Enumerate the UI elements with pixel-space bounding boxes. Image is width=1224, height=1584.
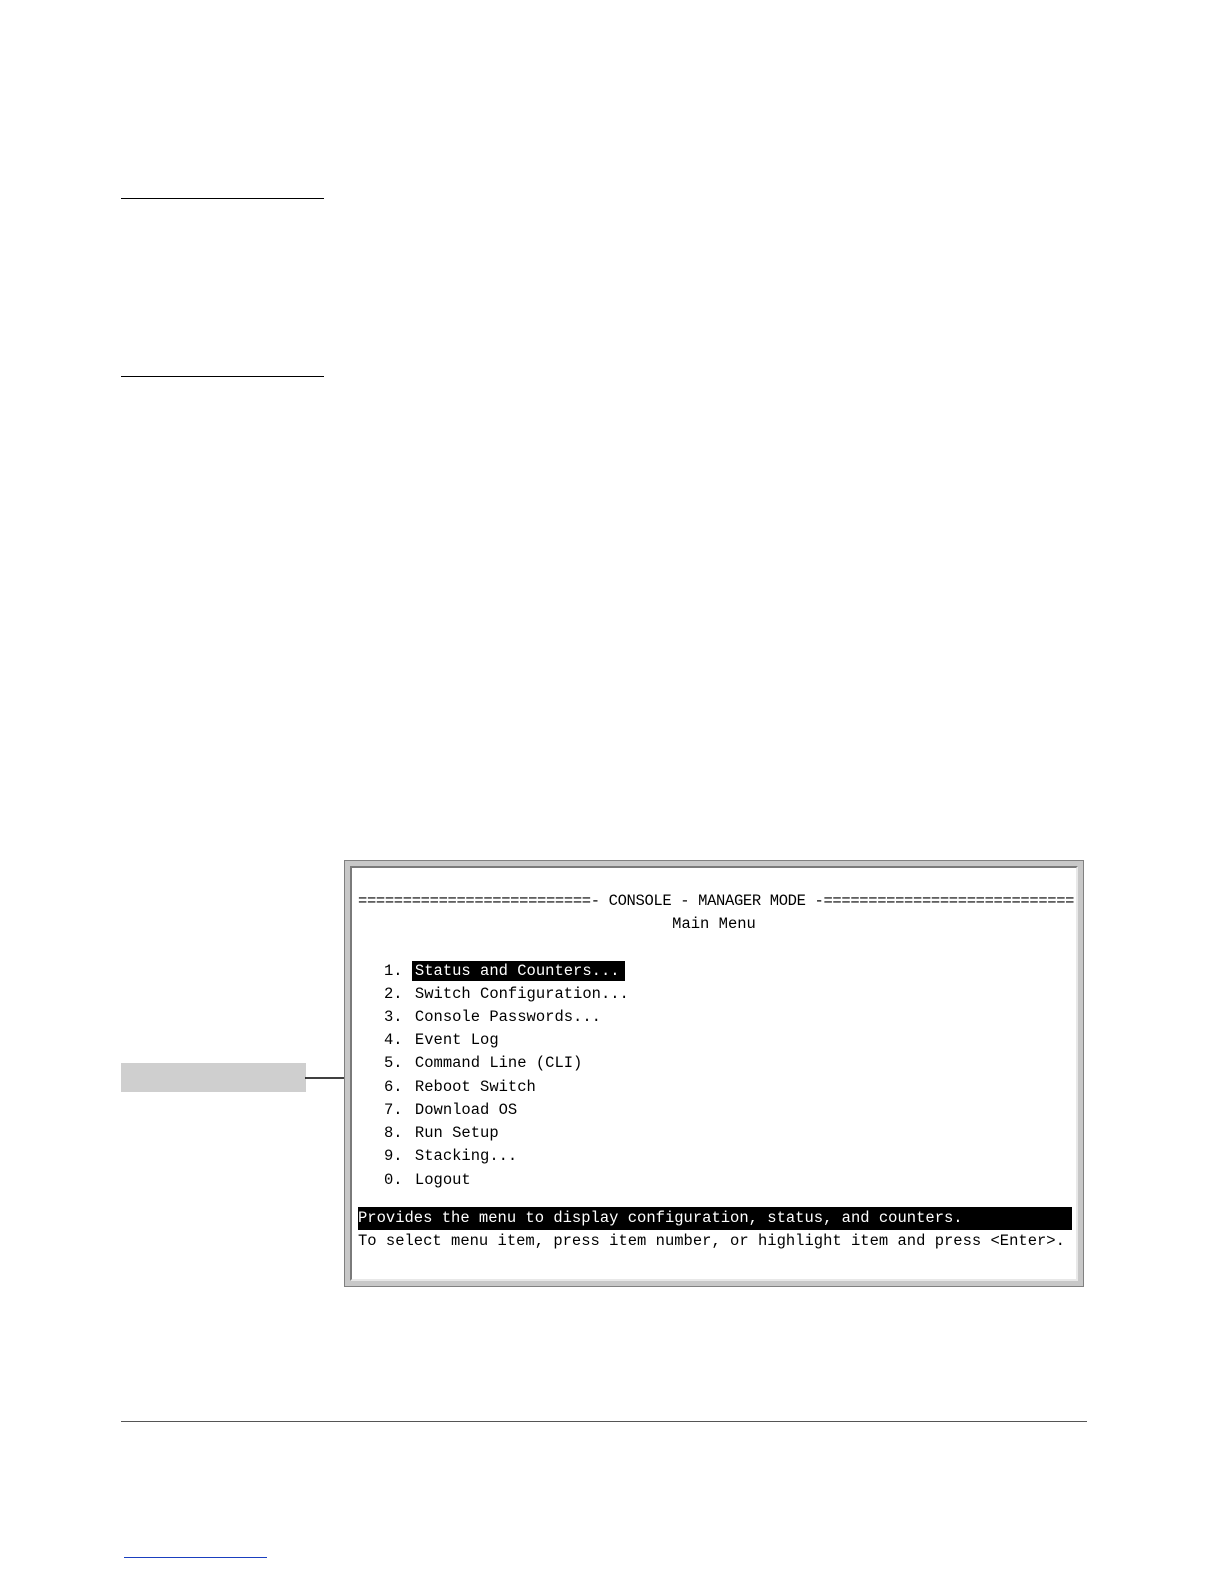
menu-item[interactable] <box>384 1053 587 1074</box>
menu-item-number: 4. <box>384 1031 403 1049</box>
menu-item-number: 9. <box>384 1147 403 1165</box>
menu-item[interactable] <box>384 1030 504 1051</box>
menu-item-number: 2. <box>384 985 403 1003</box>
footer-rule <box>121 1421 1087 1422</box>
console-screen <box>350 866 1078 1281</box>
menu-item-number: 6. <box>384 1078 403 1096</box>
console-window <box>344 860 1084 1287</box>
menu-item-label: Event Log <box>414 1031 499 1049</box>
menu-item[interactable] <box>384 1007 606 1028</box>
menu-title: Main Menu <box>672 915 756 933</box>
menu-item-label: Run Setup <box>414 1124 499 1142</box>
menu-item[interactable] <box>384 984 634 1005</box>
menu-item-number: 3. <box>384 1008 403 1026</box>
section-rule-middle <box>121 376 324 377</box>
hint-text: To select menu item, press item number, or highlight item and press <Enter>. <box>358 1232 1065 1250</box>
menu-item-number: 5. <box>384 1054 403 1072</box>
menu-item[interactable] <box>384 1170 476 1191</box>
menu-item[interactable] <box>384 961 625 982</box>
console-header: ==========================- CONSOLE - MANAGER MODE -============================ <box>358 892 1075 910</box>
callout-label-box <box>121 1063 306 1092</box>
menu-item-label: Status and Counters... <box>412 961 625 981</box>
footer-link-underline <box>124 1557 267 1558</box>
menu-item-label: Logout <box>414 1171 471 1189</box>
menu-item-label: Reboot Switch <box>414 1078 536 1096</box>
menu-item[interactable] <box>384 1100 522 1121</box>
menu-item[interactable] <box>384 1077 541 1098</box>
menu-item-number: 0. <box>384 1171 403 1189</box>
menu-item-label: Stacking... <box>414 1147 518 1165</box>
menu-item-number: 7. <box>384 1101 403 1119</box>
menu-item-number: 1. <box>384 962 403 980</box>
menu-item-label: Command Line (CLI) <box>414 1054 583 1072</box>
menu-item[interactable] <box>384 1146 522 1167</box>
menu-item[interactable] <box>384 1123 504 1144</box>
help-status-bar: Provides the menu to display configuration, status, and counters. <box>358 1207 1072 1230</box>
menu-item-number: 8. <box>384 1124 403 1142</box>
menu-item-label: Switch Configuration... <box>414 985 629 1003</box>
menu-item-label: Download OS <box>414 1101 518 1119</box>
menu-item-label: Console Passwords... <box>414 1008 601 1026</box>
section-rule-top <box>121 198 324 199</box>
